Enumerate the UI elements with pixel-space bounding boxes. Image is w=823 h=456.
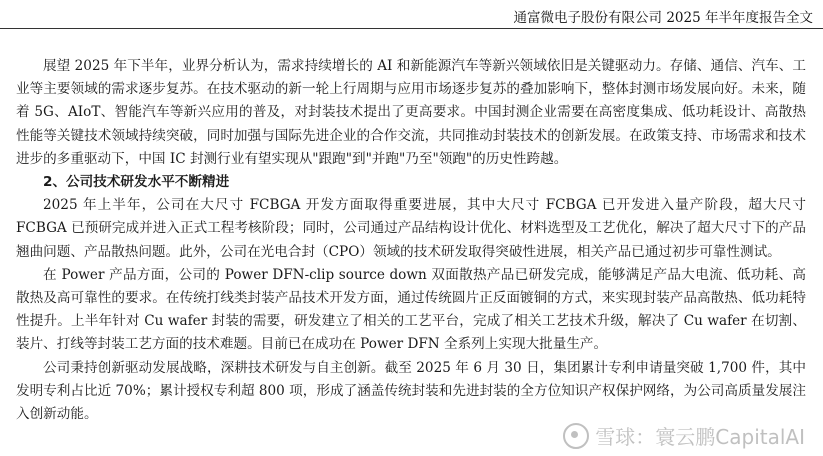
fcbga-paragraph: 2025 年上半年，公司在大尺寸 FCBGA 开发方面取得重要进展，其中大尺寸 FCBGA 已开发进入量产阶段，超大尺寸 FCBGA 已预研完成并进入正式工程考核阶段；同时，公司通过产品结构设计优化、材料选型及工艺优化，解决了超大尺寸下的产品翘曲问题、产品散热问题。此外，公司在光电合封（CPO）领域的技术研发取得突破性进展，相关产品已通过初步可靠性测试。: [16, 197, 806, 260]
document-body: [16, 55, 806, 426]
snowball-logo-icon: [563, 423, 589, 449]
header-divider: [0, 28, 823, 29]
watermark-text: 雪球：寰云鹏CapitalAI: [595, 425, 805, 449]
outlook-paragraph: 展望 2025 年下半年，业界分析认为，需求持续增长的 AI 和新能源汽车等新兴领域依旧是关键驱动力。存储、通信、汽车、工业等主要领域的需求逐步复苏。在技术驱动的新一轮上行周期与应用市场逐步复苏的叠加影响下，整体封测市场发展向好。未来，随着 5G、AIoT、智能汽车等新兴应用的普及，对封装技术提出了更高要求。中国封测企业需要在高密度集成、低功耗设计、高散热性能等关键技术领域持续突破，同时加强与国际先进企业的合作交流，共同推动封装技术的创新发展。在政策支持、市场需求和技术进步的多重驱动下，中国 IC 封测行业有望实现从"跟跑"到"并跑"乃至"领跑"的历史性跨越。: [16, 58, 806, 167]
section-heading: 2、公司技术研发水平不断精进: [43, 174, 230, 191]
watermark: [563, 421, 805, 450]
patent-paragraph: 公司秉持创新驱动发展战略，深耕技术研发与自主创新。截至 2025 年 6 月 30 日，集团累计专利申请量突破 1,700 件，其中发明专利占比近 70%；累计授权专利超 800 项，形成了涵盖传统封装和先进封装的全方位知识产权保护网络，为公司高质量发展注入创新动能。: [16, 359, 806, 423]
document-header-title: 通富微电子股份有限公司 2025 年半年度报告全文: [513, 10, 813, 26]
power-paragraph: 在 Power 产品方面，公司的 Power DFN-clip source down 双面散热产品已研发完成，能够满足产品大电流、低功耗、高散热及高可靠性的要求。在传统打线类封装产品技术开发方面，通过传统圆片正反面镀铜的方式，来实现封装产品高散热、低功耗特性提升。上半年针对 Cu wafer 封装的需要，研发建立了相关的工艺平台，完成了相关工艺技术升级，解决了 Cu wafer 在切割、装片、打线等封装工艺方面的技术难题。目前已在成功在 Power DFN 全系列上实现大批量生产。: [16, 266, 806, 353]
